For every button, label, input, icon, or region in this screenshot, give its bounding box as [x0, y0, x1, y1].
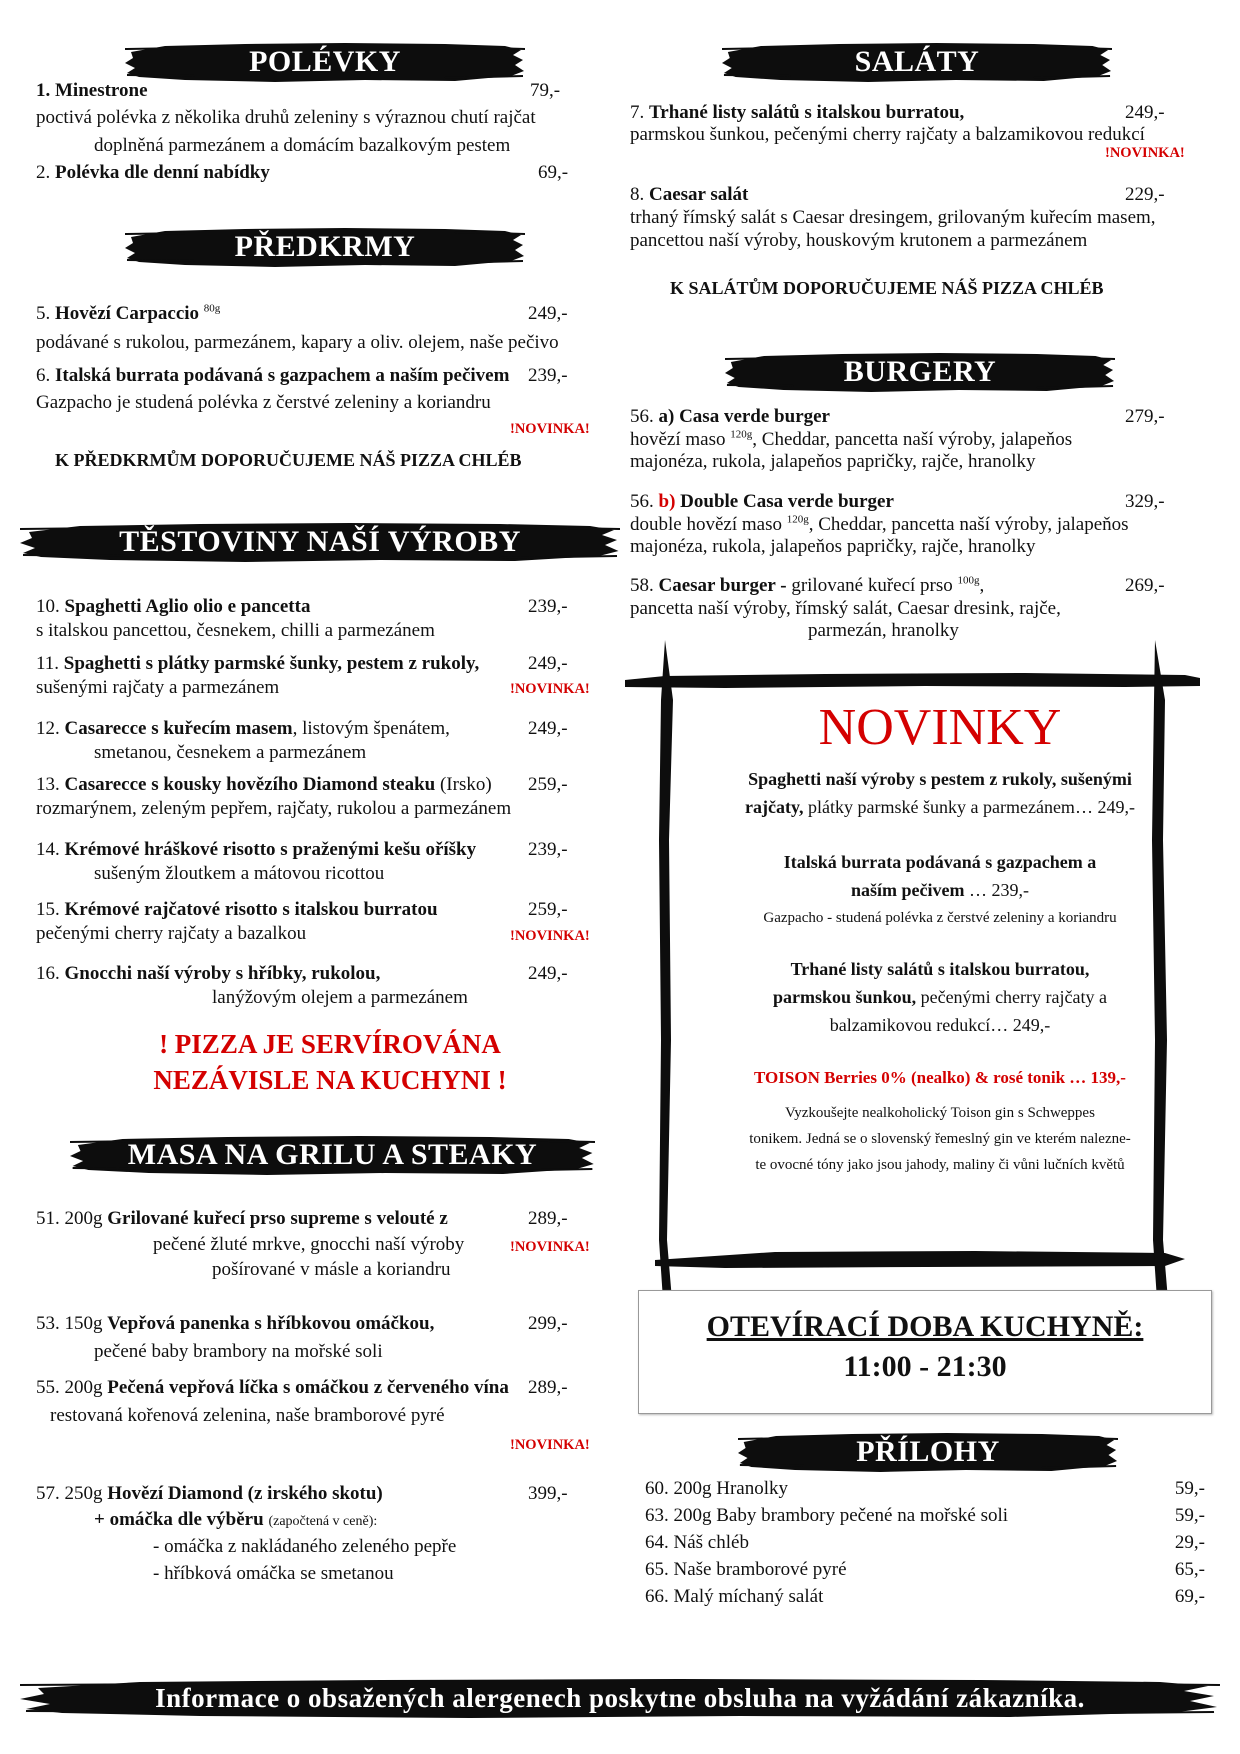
menu-item-option: - hříbková omáčka se smetanou: [153, 1563, 394, 1584]
menu-item-name: 15. Krémové rajčatové risotto s italskou burratou: [36, 899, 438, 920]
menu-item-description: majonéza, rukola, jalapeňos papričky, rajče, hranolky: [630, 451, 1036, 472]
menu-item-description: pancettou naší výroby, houskovým krutonem a parmezánem: [630, 230, 1088, 251]
list-item: 63. 200g Baby brambory pečené na mořské soli 59,-: [645, 1505, 1205, 1526]
menu-item-description: s italskou pancettou, česnekem, chilli a parmezánem: [36, 620, 435, 641]
menu-item-name: 56. a) Casa verde burger: [630, 406, 830, 427]
menu-item-name: 16. Gnocchi naší výroby s hříbky, rukolou,: [36, 963, 381, 984]
menu-item-price: 269,-: [1125, 575, 1165, 596]
menu-item-description: + omáčka dle výběru (započtená v ceně):: [94, 1509, 378, 1530]
menu-item-description: restovaná kořenová zelenina, naše bramborové pyré: [50, 1405, 445, 1426]
section-header-testoviny: [20, 520, 620, 564]
menu-item-name: 1. Minestrone: [36, 80, 148, 101]
list-item: 64. Náš chléb 29,-: [645, 1532, 1205, 1553]
opening-hours-value: 11:00 - 21:30: [843, 1350, 1007, 1383]
menu-item-description: pečené baby brambory na mořské soli: [94, 1341, 383, 1362]
section-title: MASA NA GRILU A STEAKY: [127, 1138, 538, 1171]
menu-item-name: 6. Italská burrata podávaná s gazpachem a naším pečivem: [36, 365, 510, 386]
menu-item-description: poctivá polévka z několika druhů zeleniny s výraznou chutí rajčat: [36, 107, 536, 128]
menu-item-price: 229,-: [1125, 184, 1165, 205]
footer-banner: [20, 1676, 1220, 1720]
recommendation-note: K SALÁTŮM DOPORUČUJEME NÁŠ PIZZA CHLÉB: [670, 278, 1104, 298]
menu-item-price: 279,-: [1125, 406, 1165, 427]
menu-item-name: 58. Caesar burger - grilované kuřecí prso $^{100g}$,: [630, 574, 985, 596]
menu-item-description: hovězí maso $^{120g}$, Cheddar, pancetta naší výroby, jalapeňos: [630, 428, 1073, 450]
menu-item-name: 13. Casarecce s kousky hovězího Diamond steaku (Irsko): [36, 774, 492, 795]
menu-item-name: 10. Spaghetti Aglio olio e pancetta: [36, 596, 311, 617]
novinka-badge: !NOVINKA!: [510, 928, 590, 944]
menu-item-description: parmezán, hranolky: [808, 620, 959, 641]
menu-item-description: lanýžovým olejem a parmezánem: [212, 987, 468, 1008]
menu-item-name: 56. b) Double Casa verde burger: [630, 491, 894, 512]
menu-item-price: 239,-: [528, 365, 568, 386]
menu-item-description: trhaný římský salát s Caesar dresingem, grilovaným kuřecím masem,: [630, 207, 1156, 228]
opening-hours-box: [638, 1290, 1212, 1414]
menu-item-name: 55. 200g Pečená vepřová líčka s omáčkou z červeného vína: [36, 1377, 509, 1398]
menu-item-description: podávané s rukolou, parmezánem, kapary a oliv. olejem, naše pečivo: [36, 332, 559, 353]
menu-item-description: majonéza, rukola, jalapeňos papričky, rajče, hranolky: [630, 536, 1036, 557]
novinky-drink-description: Vyzkoušejte nealkoholický Toison gin s Schweppes tonikem. Jedná se o slovenský řemeslný gin ve kterém nalezne- te ovocné tóny jako jsou jahody, maliny či vůni lučních květů: [749, 1105, 1131, 1173]
novinky-item: Spaghetti naší výroby s pestem z rukoly, sušenými rajčaty, plátky parmské šunky a parmezánem… 249,-: [745, 769, 1135, 817]
menu-item-name: 2. Polévka dle denní nabídky: [36, 162, 270, 183]
menu-item-price: 299,-: [528, 1313, 568, 1334]
menu-item-price: 249,-: [528, 963, 568, 984]
novinky-item: Trhané listy salátů s italskou burratou, parmskou šunkou, pečenými cherry rajčaty a balzamikovou redukcí… 249,-: [773, 959, 1107, 1035]
menu-item-price: 289,-: [528, 1377, 568, 1398]
menu-item-price: 289,-: [528, 1208, 568, 1229]
menu-item-price: 79,-: [530, 80, 561, 101]
novinka-badge: !NOVINKA!: [510, 1239, 590, 1255]
novinky-item: Italská burrata podávaná s gazpachem a naším pečivem … 239,- Gazpacho - studená polévka z čerstvé zeleniny a koriandru: [763, 852, 1117, 926]
menu-item-price: 69,-: [538, 162, 569, 183]
section-header-burgery: [725, 350, 1115, 394]
novinka-badge: !NOVINKA!: [510, 1437, 590, 1453]
section-title: TĚSTOVINY NAŠÍ VÝROBY: [119, 525, 521, 558]
section-header-polevky: [125, 40, 525, 84]
menu-item-price: 239,-: [528, 596, 568, 617]
list-item: 66. Malý míchaný salát 69,-: [645, 1586, 1205, 1607]
menu-item-price: 249,-: [528, 303, 568, 324]
menu-item-name: 7. Trhané listy salátů s italskou burratou,: [630, 102, 965, 123]
novinka-badge: !NOVINKA!: [510, 681, 590, 697]
allergen-notice: Informace o obsažených alergenech poskytne obsluha na vyžádání zákazníka.: [155, 1683, 1085, 1713]
menu-item-description: rozmarýnem, zeleným pepřem, rajčaty, rukolou a parmezánem: [36, 798, 512, 819]
menu-item-price: 239,-: [528, 839, 568, 860]
section-header-salaty: [722, 40, 1112, 84]
menu-item-description: double hovězí maso $^{120g}$, Cheddar, pancetta naší výroby, jalapeňos: [630, 513, 1129, 535]
recommendation-note: K PŘEDKRMŮM DOPORUČUJEME NÁŠ PIZZA CHLÉB: [55, 450, 522, 470]
section-header-prilohy: [738, 1430, 1118, 1474]
opening-hours-title: OTEVÍRACÍ DOBA KUCHYNĚ:: [706, 1310, 1144, 1343]
menu-item-name: 53. 150g Vepřová panenka s hříbkovou omáčkou,: [36, 1313, 435, 1334]
section-title: PŘÍLOHY: [856, 1435, 1000, 1468]
pizza-note: ! PIZZA JE SERVÍROVÁNA NEZÁVISLE NA KUCHYNI !: [153, 1029, 507, 1095]
menu-item-price: 259,-: [528, 774, 568, 795]
prilohy-list: [645, 1477, 1205, 1612]
menu-item-description: pečené žluté mrkve, gnocchi naší výroby: [153, 1234, 465, 1255]
novinky-title: NOVINKY: [818, 699, 1062, 756]
menu-item-name: 8. Caesar salát: [630, 184, 749, 205]
menu-item-price: 249,-: [528, 653, 568, 674]
list-item: 65. Naše bramborové pyré 65,-: [645, 1559, 1205, 1580]
menu-item-price: 249,-: [1125, 102, 1165, 123]
menu-item-description: pečenými cherry rajčaty a bazalkou: [36, 923, 307, 944]
menu-item-description: sušenými rajčaty a parmezánem: [36, 677, 280, 698]
novinky-drink: TOISON Berries 0% (nealko) & rosé tonik … 139,-: [754, 1068, 1126, 1087]
section-title: POLÉVKY: [249, 45, 401, 78]
menu-item-option: - omáčka z nakládaného zeleného pepře: [153, 1536, 457, 1557]
novinka-badge: !NOVINKA!: [510, 421, 590, 437]
list-item: 60. 200g Hranolky 59,-: [645, 1478, 1205, 1499]
menu-item-name: 14. Krémové hráškové risotto s praženými kešu oříšky: [36, 839, 477, 860]
menu-item-name: 51. 200g Grilované kuřecí prso supreme s velouté z: [36, 1208, 448, 1229]
menu-item-description: parmskou šunkou, pečenými cherry rajčaty a balzamikovou redukcí: [630, 124, 1145, 145]
menu-item-description: pošírované v másle a koriandru: [212, 1259, 451, 1280]
menu-item-description: sušeným žloutkem a mátovou ricottou: [94, 863, 385, 884]
section-title: BURGERY: [843, 355, 997, 388]
menu-item-description: pancetta naší výroby, římský salát, Caesar dresink, rajče,: [630, 598, 1061, 619]
menu-item-name: 11. Spaghetti s plátky parmské šunky, pestem z rukoly,: [36, 653, 480, 674]
menu-item-price: 329,-: [1125, 491, 1165, 512]
menu-item-description: Gazpacho je studená polévka z čerstvé zeleniny a koriandru: [36, 392, 491, 413]
menu-item-price: 259,-: [528, 899, 568, 920]
menu-item-price: 249,-: [528, 718, 568, 739]
section-header-masa: [70, 1133, 595, 1177]
section-title: SALÁTY: [854, 45, 980, 78]
novinka-badge: !NOVINKA!: [1105, 145, 1185, 161]
menu-item-price: 399,-: [528, 1483, 568, 1504]
menu-item-name: 12. Casarecce s kuřecím masem, listovým špenátem,: [36, 718, 450, 739]
menu-item-name: 57. 250g Hovězí Diamond (z irského skotu): [36, 1483, 383, 1504]
menu-item-description: smetanou, česnekem a parmezánem: [94, 742, 367, 763]
section-header-predkrmy: [125, 225, 525, 269]
menu-item-name: 5. Hovězí Carpaccio $^{80g}$: [36, 302, 221, 324]
menu-item-description: doplněná parmezánem a domácím bazalkovým pestem: [94, 135, 511, 156]
section-title: PŘEDKRMY: [234, 230, 416, 263]
